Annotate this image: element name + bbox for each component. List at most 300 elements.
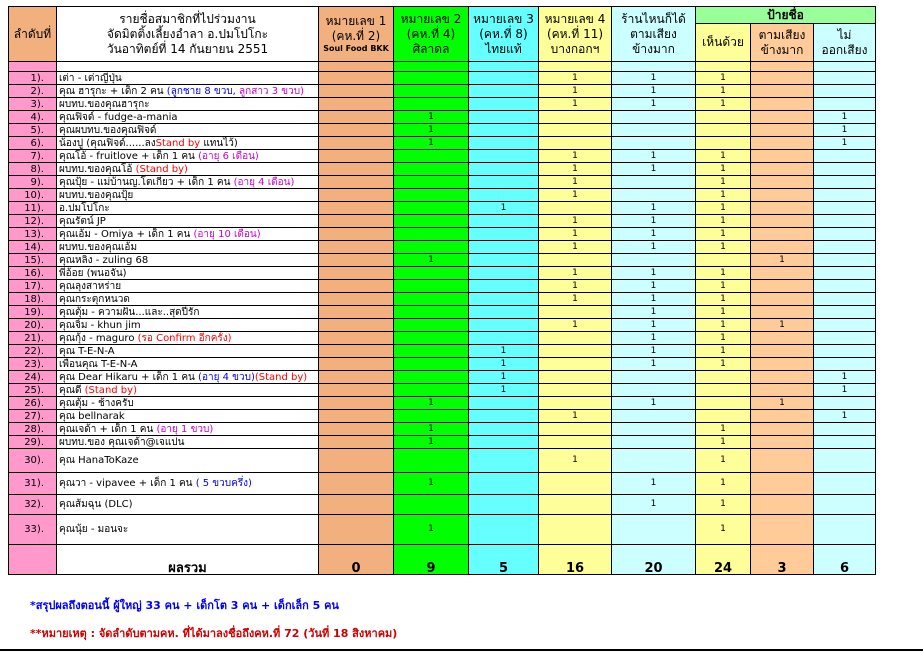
vote-n1 — [319, 293, 394, 306]
vote-shop: 1 — [612, 163, 696, 176]
table-row — [9, 358, 876, 371]
vote-s1: 1 — [696, 189, 751, 202]
vote-s3 — [814, 228, 876, 241]
row-number: 22). — [9, 345, 57, 358]
vote-s2 — [751, 515, 814, 545]
name-segment: Stand by — [155, 137, 201, 149]
attendee-name — [57, 473, 319, 495]
total-tag-agree: 24 — [696, 545, 751, 575]
name-segment: (Stand by) — [254, 371, 308, 383]
vote-n4 — [539, 423, 612, 436]
vote-n1 — [319, 473, 394, 495]
vote-n4 — [539, 306, 612, 319]
vote-n3 — [469, 515, 539, 545]
venue-1-number: หมายเลข 1 — [325, 14, 387, 28]
vote-shop: 1 — [612, 98, 696, 111]
vote-n4 — [539, 124, 612, 137]
vote-n2: 1 — [394, 137, 469, 150]
vote-shop: 1 — [612, 495, 696, 515]
vote-n4 — [539, 371, 612, 384]
vote-n4: 1 — [539, 215, 612, 228]
vote-n1 — [319, 515, 394, 545]
vote-n3 — [469, 254, 539, 267]
vote-n4 — [539, 495, 612, 515]
vote-n3 — [469, 306, 539, 319]
vote-n1 — [319, 85, 394, 98]
vote-n3 — [469, 319, 539, 332]
vote-n4 — [539, 137, 612, 150]
name-segment: คุณกระตุกหนวด — [59, 293, 130, 305]
table-row — [9, 384, 876, 397]
vote-s3 — [814, 150, 876, 163]
venue-2-name: ศิลาดล — [412, 41, 450, 56]
title-line: วันอาทิตย์ที่ 14 กันยายน 2551 — [106, 41, 269, 56]
row-number: 21). — [9, 332, 57, 345]
vote-n1 — [319, 137, 394, 150]
vote-n3 — [469, 111, 539, 124]
vote-n1 — [319, 254, 394, 267]
venue-4-header — [539, 7, 612, 62]
row-number: 2). — [9, 85, 57, 98]
vote-n1 — [319, 345, 394, 358]
vote-s2 — [751, 332, 814, 345]
name-segment: (อายุ 1 ขวบ) — [156, 423, 214, 435]
table-row — [9, 254, 876, 267]
vote-n3 — [469, 332, 539, 345]
row-number: 9). — [9, 176, 57, 189]
name-segment: คุณหลิง - zuling 68 — [59, 254, 149, 266]
vote-n4 — [539, 111, 612, 124]
vote-n4 — [539, 515, 612, 545]
vote-n4: 1 — [539, 293, 612, 306]
vote-n3 — [469, 410, 539, 423]
vote-s1 — [696, 111, 751, 124]
row-number: 3). — [9, 98, 57, 111]
table-row — [9, 202, 876, 215]
vote-shop: 1 — [612, 85, 696, 98]
vote-n3: 1 — [469, 202, 539, 215]
table-row — [9, 189, 876, 202]
vote-n2 — [394, 85, 469, 98]
vote-s1: 1 — [696, 280, 751, 293]
totals-spacer — [9, 545, 57, 575]
vote-shop: 1 — [612, 306, 696, 319]
vote-n1 — [319, 267, 394, 280]
table-row — [9, 473, 876, 495]
vote-s2 — [751, 215, 814, 228]
vote-n1 — [319, 319, 394, 332]
vote-s2: 1 — [751, 319, 814, 332]
table-row — [9, 397, 876, 410]
vote-n4: 1 — [539, 98, 612, 111]
vote-n1 — [319, 495, 394, 515]
vote-n3 — [469, 280, 539, 293]
vote-s1 — [696, 371, 751, 384]
venue-4-name: บางกอกฯ — [550, 41, 600, 56]
table-row — [9, 371, 876, 384]
totals-label: ผลรวม — [57, 545, 319, 575]
vote-n3 — [469, 98, 539, 111]
vote-n4 — [539, 254, 612, 267]
vote-s1 — [696, 397, 751, 410]
attendee-name — [57, 358, 319, 371]
name-tag-header: ป้ายชื่อ — [696, 7, 876, 24]
venue-3-post: (คห.ที่ 8) — [479, 26, 528, 41]
attendee-name — [57, 306, 319, 319]
row-number: 1). — [9, 72, 57, 85]
vote-s2 — [751, 137, 814, 150]
vote-n2 — [394, 215, 469, 228]
vote-n3 — [469, 423, 539, 436]
vote-s1: 1 — [696, 163, 751, 176]
vote-s2 — [751, 189, 814, 202]
vote-s1: 1 — [696, 306, 751, 319]
table-row — [9, 98, 876, 111]
vote-n3: 1 — [469, 358, 539, 371]
table-row — [9, 345, 876, 358]
attendee-name — [57, 319, 319, 332]
vote-s1 — [696, 254, 751, 267]
vote-s3 — [814, 423, 876, 436]
total-tag-majority: 3 — [751, 545, 814, 575]
table-row — [9, 306, 876, 319]
vote-s2 — [751, 280, 814, 293]
vote-n4 — [539, 332, 612, 345]
vote-shop — [612, 515, 696, 545]
vote-n2: 1 — [394, 397, 469, 410]
any-shop-line: ข้างมาก — [632, 41, 675, 56]
name-segment: คุณส้มฉุน (DLC) — [59, 499, 133, 510]
total-venue-4: 16 — [539, 545, 612, 575]
attendee-name — [57, 137, 319, 150]
vote-n2 — [394, 319, 469, 332]
vote-n1 — [319, 124, 394, 137]
vote-shop: 1 — [612, 280, 696, 293]
vote-s1: 1 — [696, 436, 751, 449]
vote-shop — [612, 124, 696, 137]
vote-s3 — [814, 495, 876, 515]
vote-s2 — [751, 495, 814, 515]
name-segment: ผบทบ.ของคุณเอ้ม — [59, 241, 138, 253]
vote-s2 — [751, 436, 814, 449]
attendee-name — [57, 267, 319, 280]
vote-shop: 1 — [612, 215, 696, 228]
vote-s3 — [814, 254, 876, 267]
vote-n1 — [319, 72, 394, 85]
vote-s2 — [751, 423, 814, 436]
vote-s3: 1 — [814, 410, 876, 423]
name-segment: คุณฟิจด์ - fudge-a-mania — [59, 111, 178, 123]
table-row — [9, 515, 876, 545]
vote-n3 — [469, 85, 539, 98]
title-line: รายชื่อสมาชิกที่ไปร่วมงาน — [119, 11, 256, 26]
vote-shop: 1 — [612, 345, 696, 358]
table-row — [9, 176, 876, 189]
attendee-rows — [9, 72, 876, 545]
name-segment: พี่อ้อย (พนอจัน) — [59, 267, 127, 279]
vote-s2 — [751, 98, 814, 111]
vote-s2 — [751, 124, 814, 137]
vote-n3 — [469, 436, 539, 449]
vote-n2 — [394, 358, 469, 371]
attendee-name — [57, 98, 319, 111]
total-venue-3: 5 — [469, 545, 539, 575]
vote-n1 — [319, 215, 394, 228]
name-segment: (รอ Confirm อีกครั้ง) — [137, 332, 232, 344]
vote-s1: 1 — [696, 358, 751, 371]
vote-s2 — [751, 345, 814, 358]
vote-s1: 1 — [696, 495, 751, 515]
vote-n2 — [394, 449, 469, 473]
vote-s3 — [814, 163, 876, 176]
vote-s3 — [814, 267, 876, 280]
vote-n4: 1 — [539, 163, 612, 176]
vote-n3 — [469, 150, 539, 163]
vote-s2 — [751, 384, 814, 397]
vote-s3: 1 — [814, 384, 876, 397]
vote-n1 — [319, 358, 394, 371]
vote-s1: 1 — [696, 345, 751, 358]
vote-n1 — [319, 397, 394, 410]
vote-s3 — [814, 397, 876, 410]
row-number: 11). — [9, 202, 57, 215]
vote-s3 — [814, 176, 876, 189]
attendee-name — [57, 254, 319, 267]
name-segment: เพื่อนคุณ T-E-N-A — [59, 358, 138, 370]
attendee-name — [57, 189, 319, 202]
vote-n3 — [469, 189, 539, 202]
attendee-name — [57, 215, 319, 228]
vote-s3 — [814, 345, 876, 358]
name-segment: คุณรัตน์ JP — [59, 215, 106, 227]
attendee-name — [57, 150, 319, 163]
name-segment: คุณจิ้ม - khun jim — [59, 319, 141, 331]
venue-2-header — [394, 7, 469, 62]
vote-n2 — [394, 410, 469, 423]
vote-s3 — [814, 449, 876, 473]
vote-n4: 1 — [539, 280, 612, 293]
vote-s2 — [751, 111, 814, 124]
attendee-name — [57, 202, 319, 215]
vote-n1 — [319, 371, 394, 384]
vote-s3 — [814, 202, 876, 215]
name-segment: คุณกุ้ง - maguro — [59, 332, 138, 344]
vote-n2: 1 — [394, 515, 469, 545]
name-segment: คุณผบทบ.ของคุณฟิจด์ — [59, 124, 157, 136]
vote-n3 — [469, 137, 539, 150]
vote-n2 — [394, 176, 469, 189]
row-number: 31). — [9, 473, 57, 495]
vote-s3 — [814, 332, 876, 345]
tag-agree-header: เห็นด้วย — [696, 24, 751, 62]
attendee-name — [57, 85, 319, 98]
vote-n4 — [539, 202, 612, 215]
vote-n1 — [319, 163, 394, 176]
vote-n1 — [319, 384, 394, 397]
vote-s2 — [751, 473, 814, 495]
vote-s1: 1 — [696, 228, 751, 241]
vote-s1: 1 — [696, 293, 751, 306]
vote-s1: 1 — [696, 449, 751, 473]
table-row — [9, 293, 876, 306]
vote-s3 — [814, 358, 876, 371]
summary-text: *สรุปผลถึงตอนนี้ ผู้ใหญ่ 33 คน + เด็กโต 3 คน + เด็กเล็ก 5 คน — [30, 599, 339, 612]
table-row — [9, 332, 876, 345]
note-text: **หมายเหตุ : จัดลำดับตามคห. ที่ได้มาลงชื่อถึงคห.ที่ 72 (วันที่ 18 สิงหาคม) — [30, 627, 398, 640]
vote-s3 — [814, 515, 876, 545]
vote-s3: 1 — [814, 371, 876, 384]
tag-novote-line: ไม่ — [837, 27, 852, 42]
table-row — [9, 215, 876, 228]
table-row — [9, 72, 876, 85]
name-segment: คุณลุงสาหร่าย — [59, 280, 122, 292]
venue-2-number: หมายเลข 2 — [400, 11, 462, 26]
tag-majority-line: ข้างมาก — [760, 42, 804, 57]
row-number: 29). — [9, 436, 57, 449]
vote-n2 — [394, 72, 469, 85]
vote-s1: 1 — [696, 202, 751, 215]
vote-n2 — [394, 306, 469, 319]
vote-s1 — [696, 410, 751, 423]
tag-novote-header — [814, 24, 876, 62]
title-line: จัดมิตติ้งเลี้ยงอำลา อ.ปมโปโกะ — [106, 26, 269, 41]
table-row — [9, 228, 876, 241]
vote-shop — [612, 410, 696, 423]
vote-n3 — [469, 124, 539, 137]
vote-shop: 1 — [612, 319, 696, 332]
vote-s1: 1 — [696, 150, 751, 163]
vote-n1 — [319, 449, 394, 473]
attendee-name — [57, 332, 319, 345]
bottom-divider — [0, 649, 923, 651]
vote-s1: 1 — [696, 85, 751, 98]
vote-s1: 1 — [696, 176, 751, 189]
name-segment: คุณเจด้า + เด็ก 1 คน — [59, 423, 157, 435]
vote-s1 — [696, 124, 751, 137]
vote-s1: 1 — [696, 98, 751, 111]
vote-n2 — [394, 241, 469, 254]
row-number: 10). — [9, 189, 57, 202]
vote-n3 — [469, 163, 539, 176]
attendee-name — [57, 163, 319, 176]
attendee-name — [57, 495, 319, 515]
any-shop-line: ตามเสียง — [630, 26, 677, 41]
vote-n3 — [469, 473, 539, 495]
name-segment: ผบทบ.ของคุณปุ้ย — [59, 189, 134, 201]
vote-n4 — [539, 345, 612, 358]
vote-n3 — [469, 176, 539, 189]
vote-s1: 1 — [696, 267, 751, 280]
attendee-name — [57, 72, 319, 85]
vote-shop — [612, 254, 696, 267]
venue-1-name: Soul Food BKK — [323, 44, 389, 53]
row-number: 19). — [9, 306, 57, 319]
vote-n3 — [469, 267, 539, 280]
vote-shop: 1 — [612, 473, 696, 495]
name-segment: คุณเอ้ม - Omiya + เด็ก 1 คน — [59, 228, 194, 240]
vote-shop — [612, 436, 696, 449]
vote-n4: 1 — [539, 241, 612, 254]
name-segment: (ลูกชาย 8 ขวบ, — [166, 85, 240, 97]
name-segment: คุณดี — [59, 384, 85, 396]
vote-n4 — [539, 397, 612, 410]
name-segment: คุณ HanaToKaze — [59, 455, 139, 466]
row-number: 18). — [9, 293, 57, 306]
vote-s3: 1 — [814, 124, 876, 137]
vote-n4: 1 — [539, 72, 612, 85]
name-segment: คุณตุ้ม - ช้างครับ — [59, 397, 134, 409]
name-segment: คุณตุ้ม - ความฝัน...และ..สุดปีรัก — [59, 306, 200, 318]
total-tag-novote: 6 — [814, 545, 876, 575]
vote-n3 — [469, 241, 539, 254]
vote-s1: 1 — [696, 319, 751, 332]
venue-3-name: ไทยแท้ — [485, 41, 522, 56]
name-segment: (อายุ 6 เดือน) — [198, 150, 259, 162]
name-segment: คุณวา - vipavee + เด็ก 1 คน — [59, 478, 196, 489]
name-segment: ผบทบ.ของ คุณเจด้า@เจแปน — [59, 436, 185, 448]
vote-shop — [612, 176, 696, 189]
row-number: 15). — [9, 254, 57, 267]
name-segment: แทนไว้) — [200, 137, 238, 149]
vote-n2: 1 — [394, 423, 469, 436]
vote-n1 — [319, 202, 394, 215]
attendee-name — [57, 410, 319, 423]
vote-n3 — [469, 397, 539, 410]
vote-shop — [612, 189, 696, 202]
vote-n2 — [394, 267, 469, 280]
vote-n3 — [469, 228, 539, 241]
attendee-name — [57, 124, 319, 137]
vote-s2: 1 — [751, 397, 814, 410]
attendee-name — [57, 515, 319, 545]
row-number: 23). — [9, 358, 57, 371]
vote-n2: 1 — [394, 254, 469, 267]
vote-s3 — [814, 72, 876, 85]
name-segment: คุณโอ้ - fruitlove + เด็ก 1 คน — [59, 150, 199, 162]
name-segment: (Stand by) — [84, 384, 137, 396]
vote-s2 — [751, 176, 814, 189]
name-segment: เต่า - เต่าญี่ปุ่น — [59, 72, 122, 84]
row-number: 13). — [9, 228, 57, 241]
vote-s3: 1 — [814, 137, 876, 150]
row-number: 20). — [9, 319, 57, 332]
vote-s3 — [814, 215, 876, 228]
tag-majority-header — [751, 24, 814, 62]
table-row — [9, 124, 876, 137]
table-row — [9, 150, 876, 163]
attendee-name — [57, 111, 319, 124]
table-row — [9, 449, 876, 473]
row-number: 6). — [9, 137, 57, 150]
vote-s3 — [814, 473, 876, 495]
name-segment: ( 5 ขวบครึ่ง) — [195, 478, 252, 489]
any-shop-line: ร้านไหนก็ได้ — [621, 11, 686, 26]
attendee-name — [57, 293, 319, 306]
row-number: 24). — [9, 371, 57, 384]
vote-s1 — [696, 384, 751, 397]
vote-n1 — [319, 228, 394, 241]
table-row — [9, 495, 876, 515]
vote-n3 — [469, 72, 539, 85]
vote-n2 — [394, 150, 469, 163]
vote-n1 — [319, 189, 394, 202]
row-number: 5). — [9, 124, 57, 137]
table-row — [9, 410, 876, 423]
attendee-name — [57, 436, 319, 449]
vote-s2 — [751, 163, 814, 176]
vote-n4: 1 — [539, 85, 612, 98]
vote-n1 — [319, 241, 394, 254]
